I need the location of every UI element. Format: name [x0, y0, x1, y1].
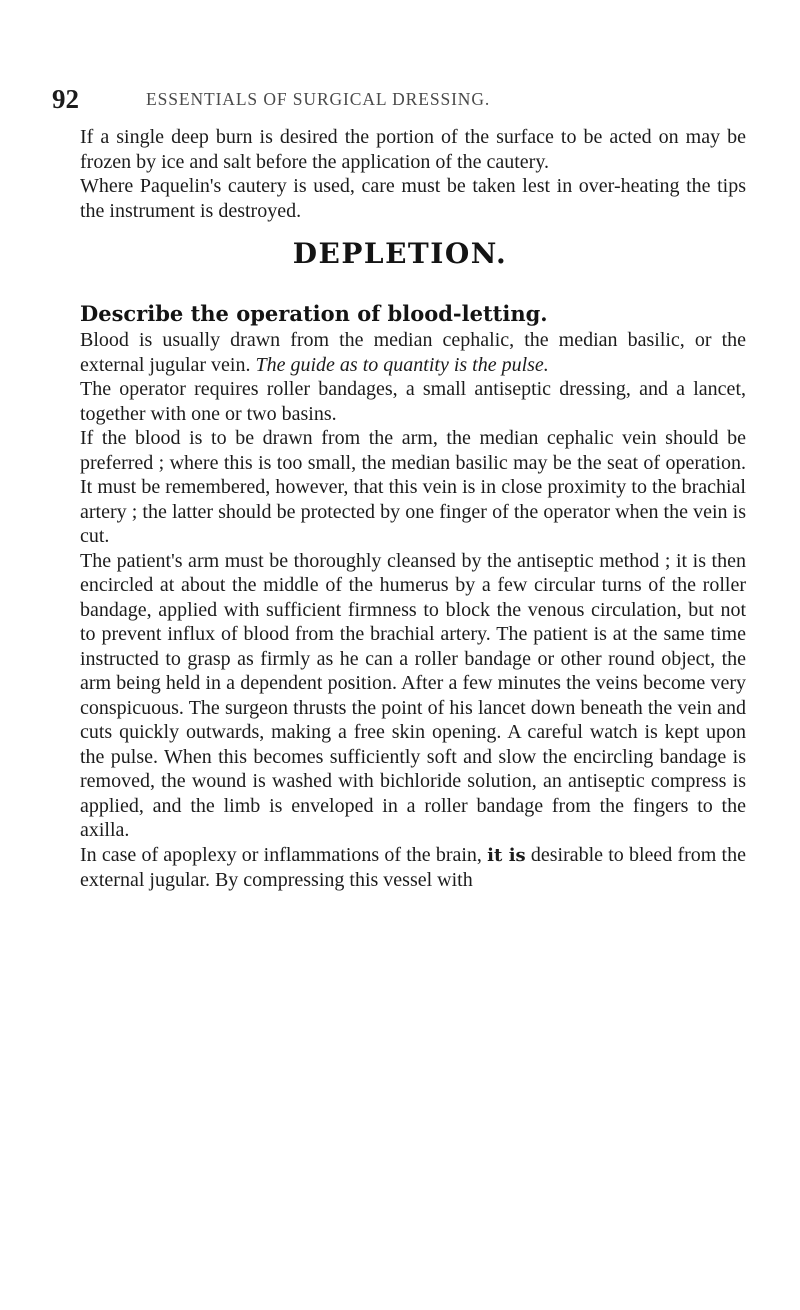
jugular-text-end: desirable to bleed from the external jugular. By compressing this vessel with: [80, 843, 746, 891]
paragraph-blood-source-text: Blood is usually drawn from the median cephalic, the median basilic, or the external jugular vein.: [80, 329, 746, 376]
running-title: ESSENTIALS OF SURGICAL DRESSING.: [146, 89, 491, 109]
page-number: 92: [52, 84, 79, 114]
main-text-block: [80, 328, 746, 893]
jugular-text-start: In case of apoplexy or inflammations of the brain,: [80, 843, 482, 866]
top-text-block: [80, 125, 746, 223]
question-heading: Describe the operation of blood-letting.: [80, 301, 548, 326]
pulse-guide-italic: The guide as to quantity is the pulse.: [255, 353, 549, 376]
jugular-text-bold: it is: [487, 844, 526, 866]
running-head: [52, 84, 746, 114]
section-heading: DEPLETION.: [292, 237, 508, 270]
paragraph-blood-source: [80, 328, 746, 377]
paragraph-jugular: [80, 843, 746, 893]
paragraph-burn: If a single deep burn is desired the portion of the surface to be acted on may be frozen by ice and salt before the application of the cautery.: [80, 126, 746, 173]
paragraph-procedure: The patient's arm must be thoroughly cleansed by the antiseptic method ; it is then encircled at about the middle of the humerus by a few circular turns of the roller bandage, applied with sufficient firmness to block the venous circulation, but not to prevent influx of blood from the brachial artery. The patient is at the same time instructed to grasp as firmly as he can a roller bandage or other round object, the arm being held in a dependent position. After a few minutes the veins become very conspicuous. The surgeon thrusts the point of his lancet down beneath the vein and cuts quickly outwards, making a free skin opening. A careful watch is kept upon the pulse. When this becomes sufficiently soft and slow the encircling bandage is removed, the wound is washed with bichloride solution, an antiseptic compress is applied, and the limb is enveloped in a roller bandage from the fingers to the axilla.: [80, 549, 746, 841]
paragraph-paquelin: Where Paquelin's cautery is used, care must be taken lest in over-heating the tips the instrument is destroyed.: [80, 175, 746, 222]
paragraph-arm-vein: If the blood is to be drawn from the arm, the median cephalic vein should be preferred ; where this is too small, the median basilic may be the seat of operation. It must be remembered, however, that this vein is in close proximity to the brachial artery ; the latter should be protected by one finger of the operator when the vein is cut.: [80, 427, 746, 547]
paragraph-requirements: The operator requires roller bandages, a small antiseptic dressing, and a lancet, together with one or two basins.: [80, 378, 746, 425]
